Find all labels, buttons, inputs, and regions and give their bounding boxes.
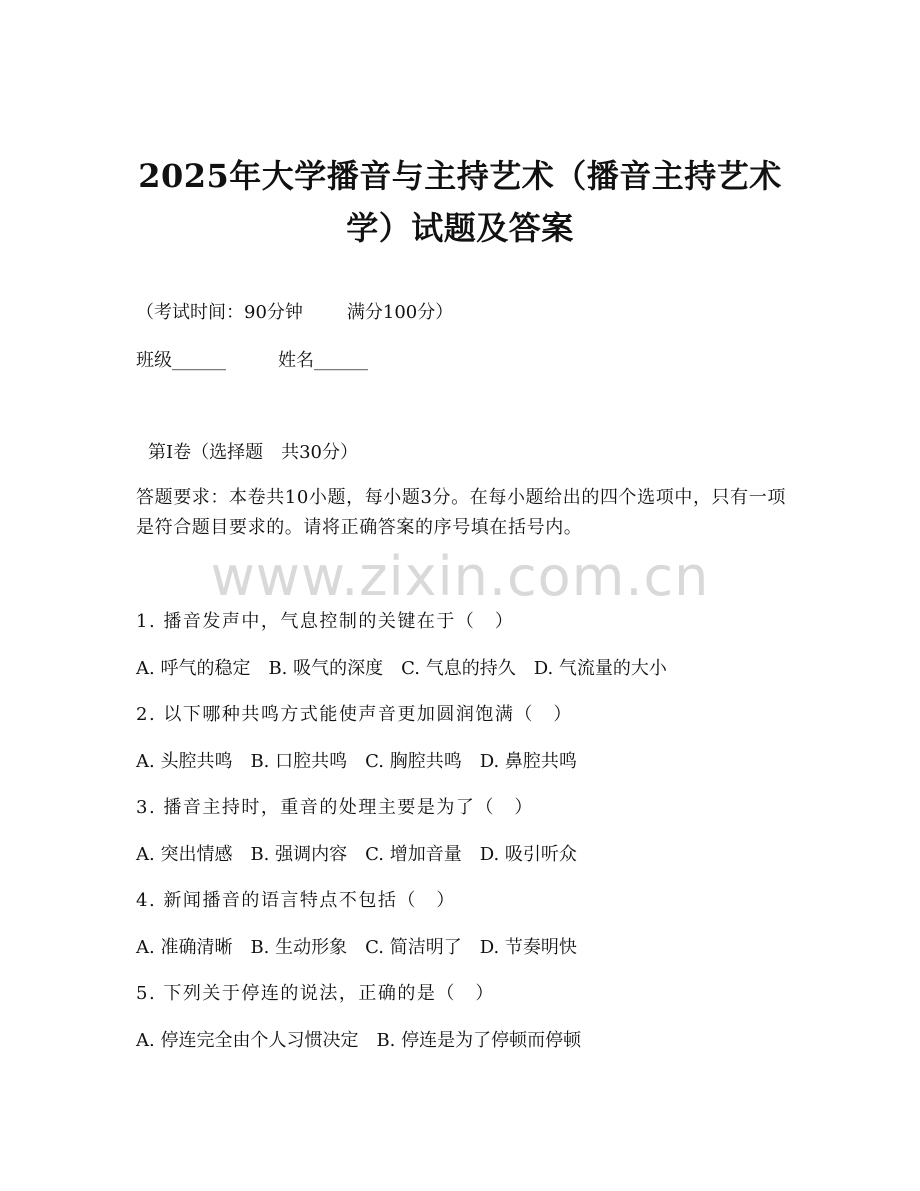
question-stem: 3. 播音主持时，重音的处理主要是为了（ ） bbox=[136, 797, 534, 818]
option-item: A. 呼气的稳定 bbox=[136, 657, 251, 679]
option-item: C. 增加音量 bbox=[365, 843, 462, 865]
option-item: B. 吸气的深度 bbox=[268, 657, 384, 679]
option-item: A. 头腔共鸣 bbox=[136, 750, 233, 772]
option-item: D. 气流量的大小 bbox=[533, 657, 667, 679]
exam-time: （考试时间：90分钟 bbox=[136, 302, 303, 323]
question-options bbox=[136, 747, 577, 777]
option-item: B. 停连是为了停顿而停顿 bbox=[376, 1029, 582, 1051]
title-line-2: 学）试题及答案 bbox=[346, 209, 574, 247]
option-item: D. 鼻腔共鸣 bbox=[479, 750, 577, 772]
option-item: C. 胸腔共鸣 bbox=[365, 750, 462, 772]
option-item: A. 准确清晰 bbox=[136, 936, 233, 958]
question-stem: 4. 新闻播音的语言特点不包括（ ） bbox=[136, 890, 456, 911]
document-title bbox=[100, 150, 820, 254]
option-item: B. 口腔共鸣 bbox=[250, 750, 348, 772]
question-options bbox=[136, 1026, 581, 1056]
question-options bbox=[136, 933, 577, 963]
option-item: B. 生动形象 bbox=[250, 936, 348, 958]
section-title: 第Ⅰ卷（选择题 共30分） bbox=[148, 442, 359, 463]
option-item: B. 强调内容 bbox=[250, 843, 348, 865]
class-field: 班级______ bbox=[136, 350, 226, 371]
title-line-1: 2025年大学播音与主持艺术（播音主持艺术 bbox=[138, 157, 782, 195]
student-info bbox=[136, 346, 368, 376]
question-stem: 1. 播音发声中，气息控制的关键在于（ ） bbox=[136, 611, 515, 632]
name-field: 姓名______ bbox=[278, 350, 368, 371]
option-item: A. 突出情感 bbox=[136, 843, 233, 865]
full-score: 满分100分） bbox=[346, 302, 454, 323]
exam-info bbox=[136, 298, 453, 328]
question-stem: 5. 下列关于停连的说法，正确的是（ ） bbox=[136, 983, 495, 1004]
watermark: www.zixin.com.cn bbox=[210, 545, 710, 608]
answer-requirement: 答题要求：本卷共10小题，每小题3分。在每小题给出的四个选项中，只有一项是符合题目要求的。请将正确答案的序号填在括号内。 bbox=[136, 487, 786, 538]
option-item: D. 节奏明快 bbox=[479, 936, 577, 958]
question-options bbox=[136, 840, 577, 870]
question-stem: 2. 以下哪种共鸣方式能使声音更加圆润饱满（ ） bbox=[136, 704, 573, 725]
question-options bbox=[136, 654, 667, 684]
option-item: A. 停连完全由个人习惯决定 bbox=[136, 1029, 359, 1051]
option-item: C. 气息的持久 bbox=[401, 657, 516, 679]
option-item: D. 吸引听众 bbox=[479, 843, 577, 865]
option-item: C. 简洁明了 bbox=[365, 936, 462, 958]
